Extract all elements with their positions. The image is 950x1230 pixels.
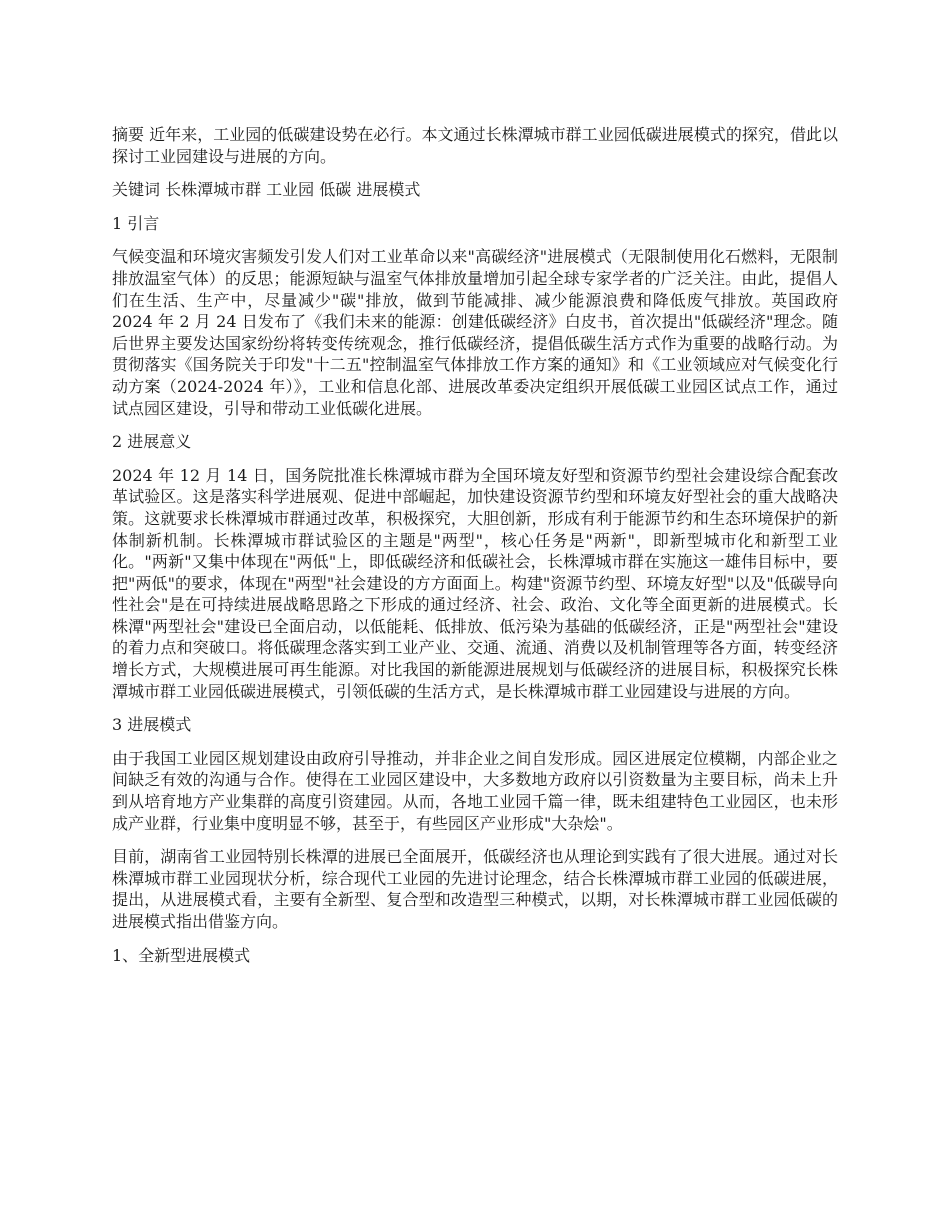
section-3-body-1: 由于我国工业园区规划建设由政府引导推动，并非企业之间自发形成。园区进展定位模糊，内部企业之间缺乏有效的沟通与合作。使得在工业园区建设中，大多数地方政府以引资数量为主要目标，尚未上升到从培育地方产业集群的高度引资建园。从而，各地工业园千篇一律，既未组建特色工业园区，也未形成产业群，行业集中度明显不够，甚至于，有些园区产业形成"大杂烩"。 <box>112 748 838 833</box>
section-1-body: 气候变温和环境灾害频发引发人们对工业革命以来"高碳经济"进展模式（无限制使用化石燃料，无限制排放温室气体）的反思；能源短缺与温室气体排放量增加引起全球专家学者的广泛关注。由此，提倡人们在生活、生产中，尽量减少"碳"排放，做到节能减排、减少能源浪费和降低废气排放。英国政府 2024 年 2 月 24 日发布了《我们未来的能源：创建低碳经济》白皮书，首次提出"低碳经济"理念。随后世界主要发达国家纷纷将转变传统观念，推行低碳经济，提倡低碳生活方式作为重要的战略行动。为贯彻落实《国务院关于印发"十二五"控制温室气体排放工作方案的通知》和《工业领域应对气候变化行动方案（2024-2024 年）》，工业和信息化部、进展改革委决定组织开展低碳工业园区试点工作，通过试点园区建设，引导和带动工业低碳化进展。 <box>112 247 838 418</box>
section-3-body-2: 目前，湖南省工业园特别长株潭的进展已全面展开，低碳经济也从理论到实践有了很大进展。通过对长株潭城市群工业园现状分析，综合现代工业园的先进讨论理念，结合长株潭城市群工业园的低碳进展，提出，从进展模式看，主要有全新型、复合型和改造型三种模式，以期，对长株潭城市群工业园低碳的进展模式指出借鉴方向。 <box>112 847 838 931</box>
section-3-heading: 3 进展模式 <box>112 715 192 735</box>
keywords-line: 关键词 长株潭城市群 工业园 低碳 进展模式 <box>112 180 421 200</box>
section-2-heading: 2 进展意义 <box>112 432 192 452</box>
section-1-heading: 1 引言 <box>112 213 160 233</box>
section-2-body: 2024 年 12 月 14 日，国务院批准长株潭城市群为全国环境友好型和资源节约型社会建设综合配套改革试验区。这是落实科学进展观、促进中部崛起，加快建设资源节约型和环境友好型社会的重大战略决策。这就要求长株潭城市群通过改革，积极探究，大胆创新，形成有利于能源节约和生态环境保护的新体制新机制。长株潭城市群试验区的主题是"两型"，核心任务是"两新"，即新型城市化和新型工业化。"两新"又集中体现在"两低"上，即低碳经济和低碳社会，长株潭城市群在实施这一雄伟目标中，要把"两低"的要求，体现在"两型"社会建设的方方面面上。构建"资源节约型、环境友好型"以及"低碳导向性社会"是在可持续进展战略思路之下形成的通过经济、社会、政治、文化等全面更新的进展模式。长株潭"两型社会"建设已全面启动，以低能耗、低排放、低污染为基础的低碳经济，正是"两型社会"建设的着力点和突破口。将低碳理念落实到工业产业、交通、流通、消费以及机制管理等各方面，转变经济增长方式，大规模进展可再生能源。对比我国的新能源进展规划与低碳经济的进展目标，积极探究长株潭城市群工业园低碳进展模式，引领低碳的生活方式，是长株潭城市群工业园建设与进展的方向。 <box>112 465 838 701</box>
document-page <box>112 124 838 978</box>
abstract-paragraph: 摘要 近年来，工业园的低碳建设势在必行。本文通过长株潭城市群工业园低碳进展模式的探究，借此以探讨工业园建设与进展的方向。 <box>112 125 838 166</box>
section-3-subheading: 1、全新型进展模式 <box>112 945 251 965</box>
